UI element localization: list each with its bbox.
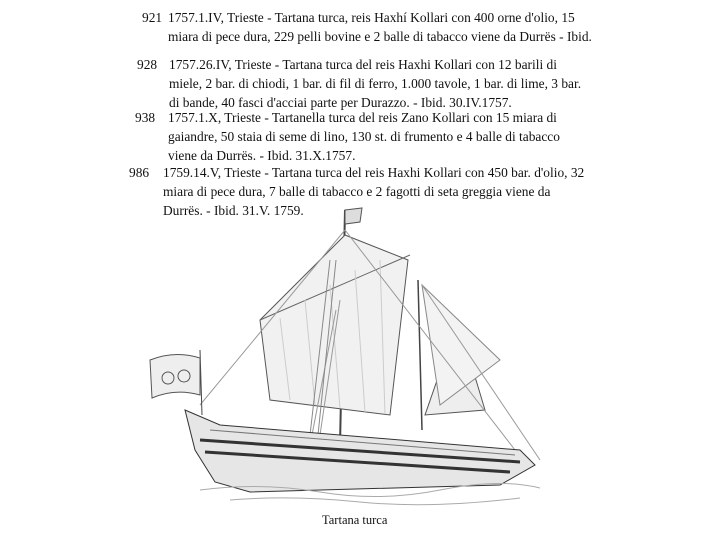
entry-number: 928 [137,57,158,72]
entry-number: 986 [129,165,150,180]
entry-number: 938 [135,110,156,125]
figure-caption: Tartana turca [322,513,388,527]
entry-text: 1757.26.IV, Trieste - Tartana turca del reis Haxhi Kollari con 12 barili di miele, 2 bar. di chiodi, 1 bar. di fil di ferro, 1.000 tavole, 1 bar. di lime, 3 bar. di bande, 40 fasci d'acciai parte per Durazzo. - Ibid. 30.IV.1757. [169,57,582,110]
ship-illustration [140,200,560,510]
entry-number: 921 [142,10,163,25]
entry-text: 1759.14.V, Trieste - Tartana turca del reis Haxhi Kollari con 450 bar. d'olio, 32 miara di pece dura, 7 balle di tabacco e 2 fagotti di seta greggia viene da Durrës. - Ibid. 31.V. 1759. [163,165,585,218]
entry-text: 1757.1.X, Trieste - Tartanella turca del reis Zano Kollari con 15 miara di gaiandre, 50 staia di seme di lino, 130 st. di frumento e 4 balle di tabacco viene da Durrës. - Ibid. 31.X.1757. [168,110,560,163]
entry-text: 1757.1.IV, Trieste - Tartana turca, reis Haxhí Kollari con 400 orne d'olio, 15 miara di pece dura, 229 pelli bovine e 2 balle di tabacco viene da Durrës - Ibid. [168,10,592,44]
